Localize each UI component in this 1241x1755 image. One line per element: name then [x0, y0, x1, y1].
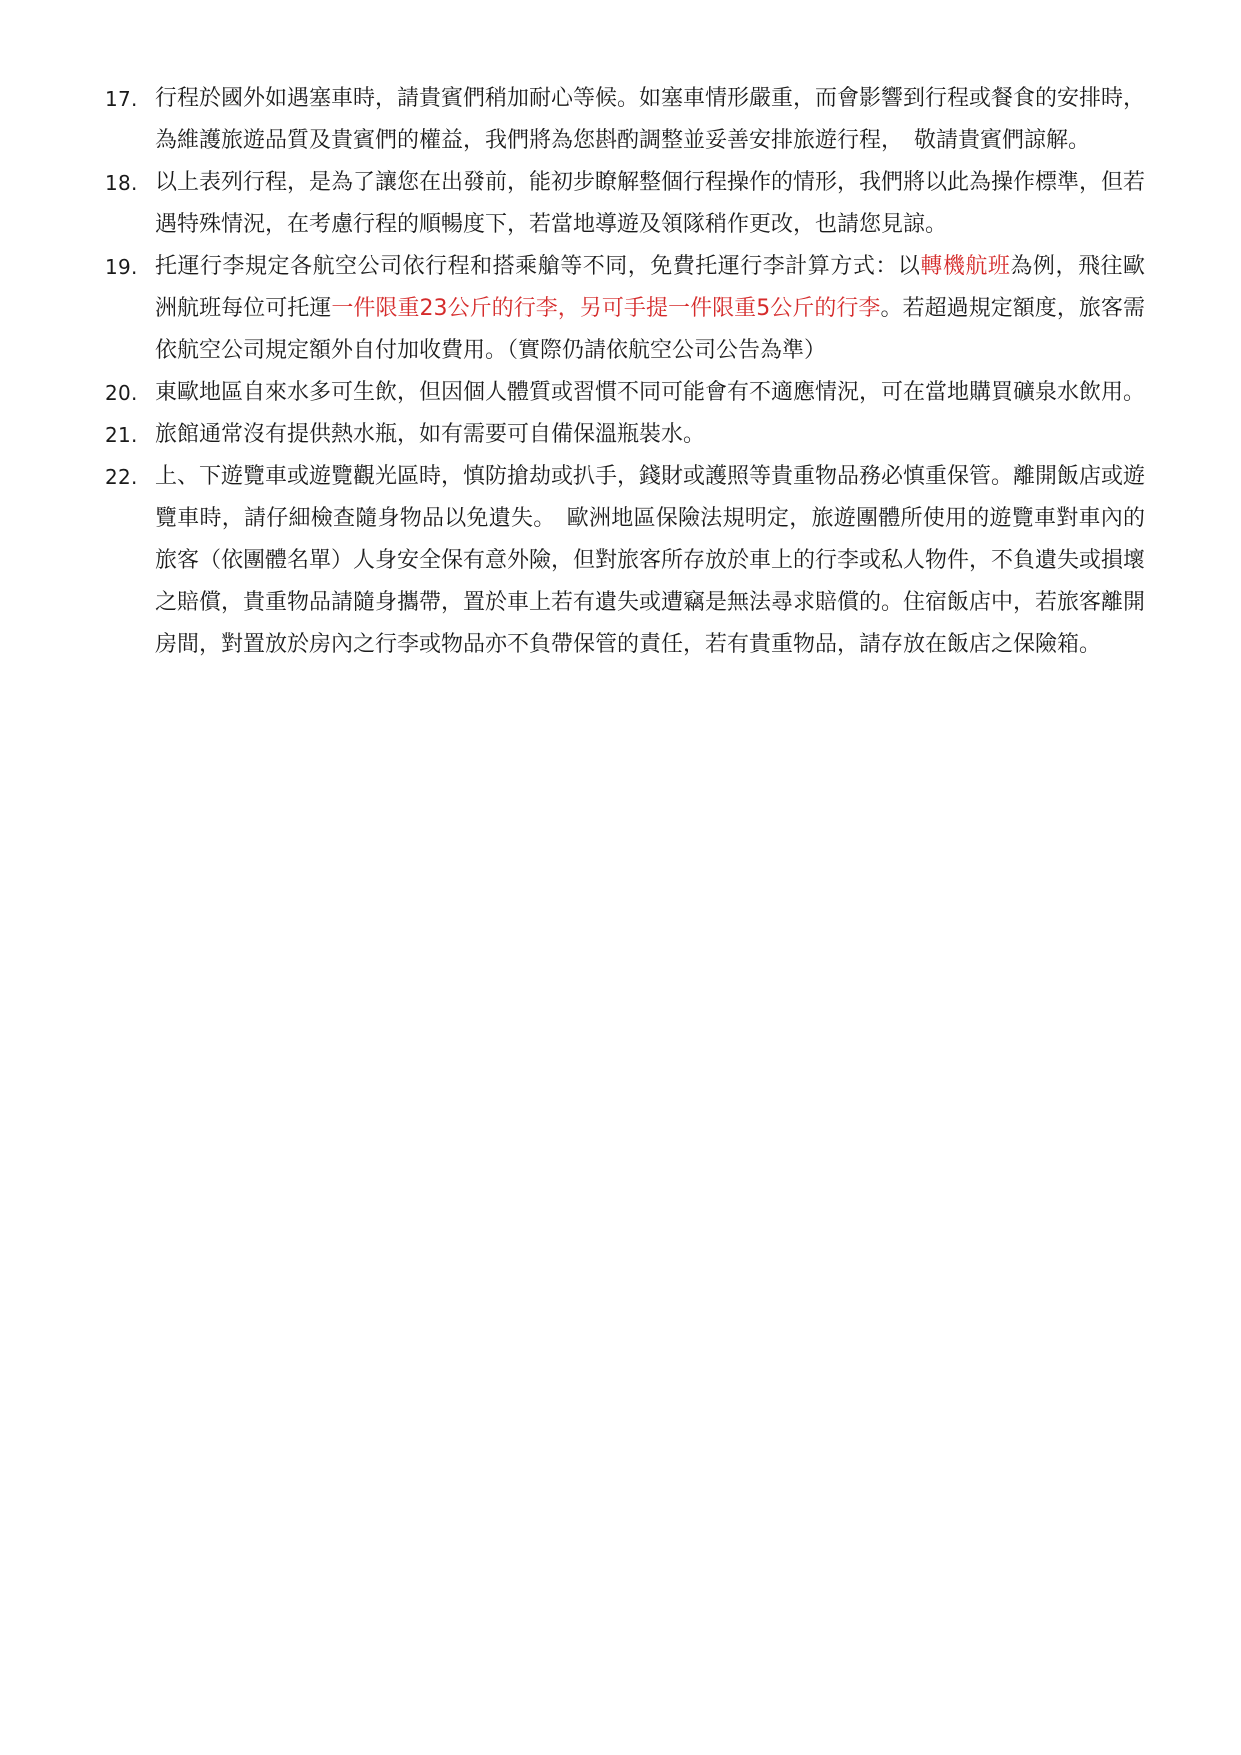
note-text [155, 246, 1145, 372]
note-number: 20. [105, 381, 138, 405]
note-number: 22. [105, 465, 138, 489]
note-item-20 [105, 372, 1145, 414]
note-number: 21. [105, 423, 138, 447]
note-item-18 [105, 162, 1145, 246]
note-text-segment: 為例，飛往歐洲航班每位可托運 [155, 254, 1145, 321]
note-text: 東歐地區自來水多可生飲，但因個人體質或習慣不同可能會有不適應情況，可在當地購買礦泉水飲用。 [155, 380, 1146, 405]
note-item-22 [105, 456, 1145, 666]
highlight-baggage-allowance: 一件限重23公斤的行李，另可手提一件限重5公斤的行李 [331, 296, 881, 321]
note-text: 行程於國外如遇塞車時，請貴賓們稍加耐心等候。如塞車情形嚴重，而會影響到行程或餐食的安排時，為維護旅遊品質及貴賓們的權益，我們將為您斟酌調整並妥善安排旅遊行程， 敬請貴賓們諒解。 [155, 86, 1146, 153]
note-text: 以上表列行程，是為了讓您在出發前，能初步瞭解整個行程操作的情形，我們將以此為操作標準，但若遇特殊情況，在考慮行程的順暢度下，若當地導遊及領隊稍作更改，也請您見諒。 [155, 170, 1146, 237]
note-text-segment: 托運行李規定各航空公司依行程和搭乘艙等不同，免費托運行李計算方式：以 [155, 254, 921, 279]
note-item-17 [105, 78, 1145, 162]
note-number: 18. [105, 171, 138, 195]
note-text: 上、下遊覽車或遊覽觀光區時，慎防搶劫或扒手，錢財或護照等貴重物品務必慎重保管。離開飯店或遊覽車時，請仔細檢查隨身物品以免遺失。 歐洲地區保險法規明定，旅遊團體所使用的遊覽車對車內的旅客（依團體名單）人身安全保有意外險，但對旅客所存放於車上的行李或私人物件，不負遺失或損壞之賠償，貴重物品請隨身攜帶，置於車上若有遺失或遭竊是無法尋求賠償的。住宿飯店中，若旅客離開房間，對置放於房內之行李或物品亦不負帶保管的責任，若有貴重物品，請存放在飯店之保險箱。 [155, 464, 1146, 657]
note-text-segment: 。若超過規定額度，旅客需依航空公司規定額外自付加收費用。（實際仍請依航空公司公告為準） [155, 296, 1145, 363]
travel-notes-list [105, 78, 1145, 666]
note-item-19 [105, 246, 1145, 372]
note-number: 19. [105, 255, 138, 279]
note-item-21 [105, 414, 1145, 456]
note-number: 17. [105, 87, 138, 111]
highlight-transfer-flight: 轉機航班 [920, 254, 1011, 279]
note-text: 旅館通常沒有提供熱水瓶，如有需要可自備保溫瓶裝水。 [155, 422, 706, 447]
